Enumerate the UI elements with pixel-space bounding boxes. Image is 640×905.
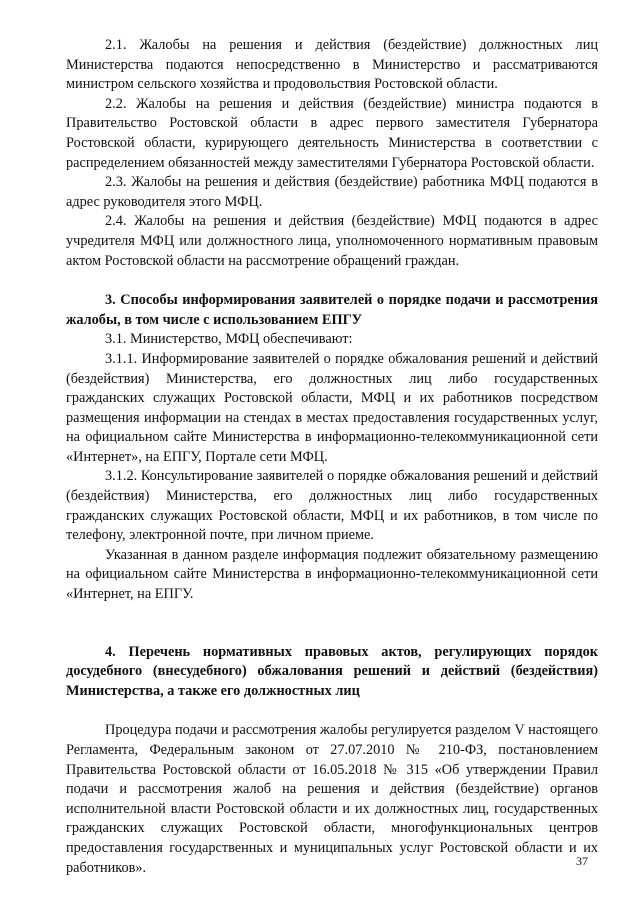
paragraph-4-1: Процедура подачи и рассмотрения жалобы регулируется разделом V настоящего Регламента, Федеральным законом от 27.07.2010 № 210-ФЗ, постановлением Правительства Ростовской области от 16.05.2018 № 315 «Об утверждении Правил подачи и рассмотрения жалоб на решения и действия (бездействие) органов исполнительной власти Ростовской области и их должностных лиц, государственных гражданских служащих Ростовской области, многофункциональных центров предоставления государственных и муниципальных услуг Ростовской области и их работников».	[66, 722, 598, 876]
paragraph-3-1-2: 3.1.2. Консультирование заявителей о порядке обжалования решений и действий (бездействия) Министерства, его должностных лиц либо государственных гражданских служащих Ростовской области, МФЦ и их работников, в том числе по телефону, электронной почте, при личном приеме.	[66, 468, 598, 544]
paragraph-2-1: 2.1. Жалобы на решения и действия (бездействие) должностных лиц Министерства подаются непосредственно в Министерство и рассматриваются министром сельского хозяйства и продовольствия Ростовской области.	[66, 37, 598, 93]
spacer	[66, 701, 598, 721]
paragraph-3-1-1: 3.1.1. Информирование заявителей о порядке обжалования решений и действий (бездействия) Министерства, его должностных лиц либо государственных гражданских служащих Ростовской области, МФЦ и их работников посредством размещения информации на стендах в местах предоставления государственных услуг, на официальном сайте Министерства в информационно-телекоммуникационной сети «Интернет», на ЕПГУ, Портале сети МФЦ.	[66, 350, 598, 465]
paragraph-2-3: 2.3. Жалобы на решения и действия (бездействие) работника МФЦ подаются в адрес руководителя этого МФЦ.	[66, 174, 598, 210]
spacer	[66, 271, 598, 291]
paragraph-2-2: 2.2. Жалобы на решения и действия (бездействие) министра подаются в Правительство Ростовской области в адрес первого заместителя Губернатора Ростовской области, курирующего деятельность Министерства в соответствии с распределением обязанностей между заместителями Губернатора Ростовской области.	[66, 95, 598, 171]
section-3-heading: 3. Способы информирования заявителей о порядке подачи и рассмотрения жалобы, в том числе с использованием ЕПГУ	[66, 292, 598, 328]
paragraph-3-note: Указанная в данном разделе информация подлежит обязательному размещению на официальном сайте Министерства в информационно-телекоммуникационной сети «Интернет, на ЕПГУ.	[66, 546, 598, 603]
page-content	[66, 36, 598, 878]
paragraph-2-4: 2.4. Жалобы на решения и действия (бездействие) МФЦ подаются в адрес учредителя МФЦ или должностного лица, уполномоченного нормативным правовым актом Ростовской области на рассмотрение обращений граждан.	[66, 213, 598, 269]
section-4-heading: 4. Перечень нормативных правовых актов, регулирующих порядок досудебного (внесудебного) обжалования решений и действий (бездействия) Министерства, а также его должностных лиц	[66, 643, 598, 699]
page-number: 37	[576, 854, 588, 868]
paragraph-3-1: 3.1. Министерство, МФЦ обеспечивают:	[105, 331, 353, 348]
spacer	[66, 605, 598, 643]
